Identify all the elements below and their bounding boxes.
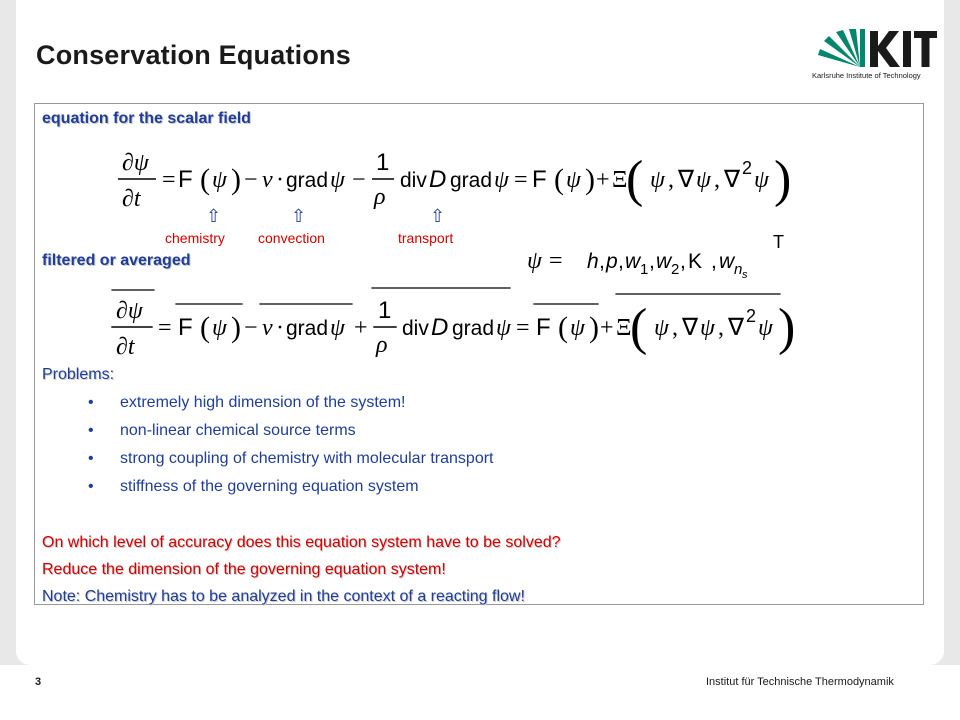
- institute-name: Institut für Technische Thermodynamik: [706, 676, 894, 688]
- eq-F-1: F: [178, 166, 193, 193]
- fe-nabla-1: ∇: [682, 315, 699, 341]
- fe-psi-2: ψ: [330, 315, 345, 341]
- fe-equals-1: =: [158, 315, 172, 341]
- fe-D: D: [431, 314, 449, 341]
- fe-psi-3: ψ: [496, 315, 511, 341]
- sv-w2: w: [656, 250, 672, 273]
- fe-big-lparen: (: [630, 299, 648, 356]
- eq-grad-2: grad: [450, 169, 493, 192]
- kit-logo-mark: [812, 27, 937, 71]
- eq-div: div: [400, 169, 427, 192]
- sv-sub2: 2: [671, 261, 680, 278]
- fe-lparen-2: (: [558, 311, 568, 344]
- eq-F-2: F: [532, 166, 547, 193]
- fe-grad-2: grad: [452, 317, 495, 340]
- sv-comma-5: ,: [711, 250, 717, 273]
- eq-rho: ρ: [374, 184, 386, 210]
- eq-equals-2: =: [514, 167, 528, 193]
- fe-minus: −: [244, 315, 258, 341]
- fe-psi-4: ψ: [570, 315, 585, 341]
- eq-comma-2: ,: [714, 167, 720, 193]
- sv-comma-4: ,: [680, 250, 686, 273]
- fe-square: 2: [746, 306, 757, 326]
- arrow-convection-icon: ⇧: [291, 206, 307, 226]
- sv-h: h: [587, 250, 599, 273]
- eq-equals-1: =: [162, 167, 176, 193]
- filtered-equation: [104, 282, 804, 370]
- fe-F-1: F: [178, 314, 193, 341]
- eq-dt: ∂t: [122, 186, 141, 212]
- kit-logo-rays: [818, 29, 865, 67]
- sv-sub-n: n: [734, 261, 743, 278]
- fe-psi-1: ψ: [212, 315, 227, 341]
- eq-comma-1: ,: [668, 167, 674, 193]
- problem-text: stiffness of the governing equation system: [120, 478, 419, 495]
- fe-lparen-1: (: [200, 311, 210, 344]
- problem-item: [88, 420, 494, 448]
- problems-heading: Problems:: [42, 366, 115, 383]
- sv-p: p: [606, 250, 618, 273]
- problem-item: [88, 476, 494, 504]
- fe-dt: ∂t: [116, 334, 135, 360]
- eq-Xi: Ξ: [612, 167, 628, 193]
- filtered-heading: filtered or averaged: [42, 252, 191, 269]
- fe-comma-2: ,: [718, 315, 724, 341]
- eq-big-lparen: (: [626, 151, 644, 208]
- page-number: 3: [35, 676, 42, 688]
- eq-psi-1: ψ: [212, 167, 227, 193]
- eq-nabla-1: ∇: [678, 167, 695, 193]
- sv-K: K: [688, 250, 703, 273]
- problems-list: [88, 392, 494, 504]
- fe-rho: ρ: [376, 332, 388, 358]
- reduce-dimension-statement: Reduce the dimension of the governing equation system!: [42, 561, 446, 578]
- fe-v: v: [262, 315, 273, 341]
- fe-comma-1: ,: [672, 315, 678, 341]
- eq-psi-2: ψ: [330, 167, 345, 193]
- kit-logo-letters: [870, 31, 937, 67]
- fe-one: 1: [378, 297, 392, 324]
- fe-nabla-2: ∇: [728, 315, 745, 341]
- fe-psi-7: ψ: [758, 315, 773, 341]
- slide-title: Conservation Equations: [36, 40, 351, 70]
- eq-grad-1: grad: [286, 169, 329, 192]
- eq-plus: +: [596, 167, 610, 193]
- eq-lparen-1: (: [200, 163, 210, 196]
- eq-psi-5: ψ: [650, 167, 665, 193]
- sv-sub-s: s: [742, 269, 748, 281]
- eq-dot: ·: [276, 167, 284, 193]
- eq-psi-3: ψ: [494, 167, 509, 193]
- kit-logo: [812, 27, 937, 87]
- problem-text: strong coupling of chemistry with molecular transport: [120, 450, 494, 467]
- label-transport: transport: [398, 230, 454, 246]
- kit-tagline: Karlsruhe Institute of Technology: [812, 71, 921, 80]
- fe-psi-6: ψ: [700, 315, 715, 341]
- fe-dot: ·: [276, 315, 284, 341]
- eq-v: v: [262, 167, 273, 193]
- eq-lparen-2: (: [554, 163, 564, 196]
- label-chemistry: chemistry: [165, 230, 225, 246]
- fe-grad-1: grad: [286, 317, 329, 340]
- fe-big-rparen: ): [778, 299, 796, 356]
- problem-text: non-linear chemical source terms: [120, 422, 356, 439]
- problem-item: [88, 392, 494, 420]
- eq-big-rparen: ): [774, 151, 792, 208]
- accuracy-question: On which level of accuracy does this equation system have to be solved?: [42, 534, 561, 551]
- eq-d-psi: ∂ψ: [122, 150, 149, 176]
- eq-psi-7: ψ: [754, 167, 769, 193]
- fe-plus-2: +: [600, 315, 614, 341]
- eq-one: 1: [376, 149, 390, 176]
- sv-w1: w: [625, 250, 641, 273]
- arrow-transport-icon: ⇧: [430, 206, 446, 226]
- sv-psi: ψ: [527, 248, 542, 274]
- sv-sub1: 1: [640, 261, 649, 278]
- eq-rparen-2: ): [585, 163, 595, 196]
- fe-d-psi: ∂ψ: [116, 298, 143, 324]
- arrow-chemistry-icon: ⇧: [206, 206, 222, 226]
- sv-comma-2: ,: [618, 250, 624, 273]
- state-vector-equation: [525, 232, 795, 288]
- sv-transpose: T: [773, 232, 784, 252]
- fe-psi-5: ψ: [654, 315, 669, 341]
- sv-comma-3: ,: [649, 250, 655, 273]
- fe-plus-1: +: [354, 315, 368, 341]
- eq-D: D: [429, 166, 447, 193]
- problem-text: extremely high dimension of the system!: [120, 394, 406, 411]
- chemistry-note: Note: Chemistry has to be analyzed in the context of a reacting flow!: [42, 588, 525, 605]
- fe-rparen-2: ): [589, 311, 599, 344]
- sv-equals: =: [549, 248, 563, 274]
- bullet-icon: •: [88, 394, 94, 411]
- fe-Xi: Ξ: [616, 315, 632, 341]
- scalar-field-equation: [110, 140, 800, 216]
- eq-rparen-1: ): [231, 163, 241, 196]
- bullet-icon: •: [88, 450, 94, 467]
- eq-square: 2: [742, 158, 753, 178]
- eq-psi-4: ψ: [566, 167, 581, 193]
- eq-psi-6: ψ: [696, 167, 711, 193]
- fe-rparen-1: ): [231, 311, 241, 344]
- sv-comma-1: ,: [599, 250, 605, 273]
- fe-equals-2: =: [516, 315, 530, 341]
- eq-nabla-2: ∇: [724, 167, 741, 193]
- problem-item: [88, 448, 494, 476]
- eq-minus-1: −: [244, 167, 258, 193]
- scalar-field-heading: equation for the scalar field: [42, 110, 251, 127]
- fe-div: div: [402, 317, 429, 340]
- fe-F-2: F: [536, 314, 551, 341]
- bullet-icon: •: [88, 422, 94, 439]
- label-convection: convection: [258, 230, 325, 246]
- eq-minus-2: −: [352, 167, 366, 193]
- sv-wn: w: [719, 250, 735, 273]
- bullet-icon: •: [88, 478, 94, 495]
